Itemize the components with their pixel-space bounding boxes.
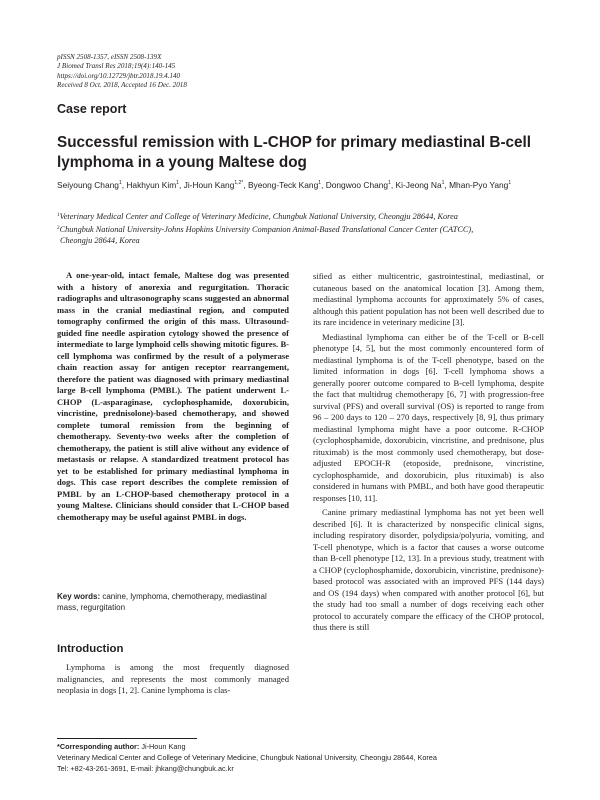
- abstract: A one-year-old, intact female, Maltese dog was presented with a history of anorexia and regurgitation. Thoracic radiographs and ultrasonography scans suggested an abnormal mass in the cranial mediastinal region, and computed tomography confirmed the origin of this mass. Ultrasound-guided fine needle aspiration cytology showed the presence of intermediate to large lymphoid cells showing mitotic figures. B-cell lymphoma was confirmed by the result of a polymerase chain reaction assay for antigen receptor rearrangement, therefore the patient was diagnosed with primary mediastinal large B-cell lymphoma (PMBL). The patient underwent L-CHOP (L-asparaginase, cyclophosphamide, doxorubicin, vincristine, prednisolone)-based chemotherapy, and showed complete tumoral remission from the beginning of chemotherapy. Seventy-two weeks after the completion of chemotherapy, the patient is still alive without any evidence of metastasis or relapse. A standardized treatment protocol has yet to be established for primary mediastinal lymphoma in dogs. This case report describes the complete remission of PMBL by an L-CHOP-based chemotherapy protocol in a young Maltese. Clinicians should consider that L-CHOP based chemotherapy may be useful against PMBL in dogs.: [57, 270, 289, 522]
- corresponding-name: Ji-Houn Kang: [139, 742, 186, 751]
- affiliations: [57, 210, 552, 246]
- author: Hakhyun Kim$^1$,: [126, 180, 184, 190]
- author: Byeong-Teck Kang$^1$,: [247, 180, 326, 190]
- journal-citation: J Biomed Transl Res 2018;19(4):140-145: [57, 62, 176, 71]
- author: Seiyoung Chang$^1$,: [57, 180, 127, 190]
- footnote-divider: [57, 738, 197, 739]
- affiliation-2: $^2$Chungbuk National University-Johns Hopkins University Companion Animal-Based Translational Cancer Center (CATCC),: [57, 224, 474, 234]
- corresponding-contact[interactable]: Tel: +82-43-261-3691, E-mail: jhkang@chungbuk.ac.kr: [57, 763, 234, 773]
- affiliation-1: $^1$Veterinary Medical Center and College of Veterinary Medicine, Chungbuk National University, Cheongju 28644, Korea: [57, 212, 458, 221]
- article-type: Case report: [57, 102, 127, 116]
- journal-metadata: [57, 53, 187, 90]
- author: Ji-Houn Kang$^{1,2*}$,: [183, 180, 248, 190]
- corresponding-address: Veterinary Medical Center and College of Veterinary Medicine, Chungbuk National University, Cheongju 28644, Korea: [57, 752, 437, 762]
- author: Mhan-Pyo Yang$^1$: [449, 180, 512, 190]
- issn: pISSN 2508-1357, eISSN 2508-139X: [57, 53, 162, 61]
- doi-link[interactable]: https://doi.org/10.12729/jbtr.2018.19.4.140: [57, 71, 181, 80]
- author: Dongwoo Chang$^1$,: [325, 180, 396, 190]
- right-column-text: [313, 271, 544, 634]
- corresponding-label: *Corresponding author:: [57, 742, 140, 751]
- affiliation-2-continued: Cheongju 28644, Korea: [60, 235, 140, 245]
- article-title: Successful remission with L-CHOP for primary mediastinal B-cell lymphoma in a young Maltese dog: [57, 134, 532, 171]
- corresponding-author-footnote: [57, 742, 552, 774]
- body-paragraph: Canine primary mediastinal lymphoma has not yet been well described [6]. It is characterized by nonspecific clinical signs, including respiratory disorder, polydipsia/polyuria, vomiting, and T-cell phenotype, which is a factor that causes a worse outcome than B-cell phenotype [12, 13]. In a previous study, treatment with a CHOP (cyclophosphamide, doxorubicin, vincristine, prednisone)-based protocol was associated with an improved PFS (144 days) and OS (194 days) when compared with another protocol [6], but the study had too small a number of dogs receiving each other protocol to accurately compare the efficacy of the CHOP protocol, thus there is still: [313, 507, 544, 632]
- body-paragraph: sified as either multicentric, gastrointestinal, mediastinal, or cutaneous based on the anatomical location [3]. Among them, mediastinal lymphoma accounts for approximately 5% of cases, although this patient population has not been well described due to its rare incidence in veterinary medicine [3].: [313, 271, 544, 327]
- keywords: Key words: canine, lymphoma, chemotherapy, mediastinal mass, regurgitation: [57, 592, 267, 612]
- received-accepted-dates: Received 8 Oct. 2018, Accepted 16 Dec. 2018: [57, 80, 187, 89]
- author: Ki-Jeong Na$^1$,: [395, 180, 450, 190]
- author-list: [57, 180, 547, 190]
- section-heading-introduction: Introduction: [57, 643, 124, 655]
- body-paragraph: Mediastinal lymphoma can either be of the T-cell or B-cell phenotype [4, 5], but the most commonly encountered form of mediastinal lymphoma is of the T-cell phenotype, based on the limited information in dogs [6]. T-cell lymphoma shows a generally poorer outcome compared to B-cell lymphoma, despite the fact that multidrug chemotherapy [6, 7] with progression-free survival (PFS) and overall survival (OS) is reported to range from 96 – 200 days to 120 – 270 days, respectively [8, 9], thus primary mediastinal lymphoma might have a poor outcome. R-CHOP (cyclophosphamide, doxorubicin, vincristine, and prednisone, plus rituximab) is the most commonly used chemotherapy, but dose-adjusted EPOCH-R (etoposide, prednisone, vincristine, cyclophosphamide, and doxorubicin, plus rituximab) is also considered in humans with PMBL, and both have good therapeutic responses [10, 11].: [313, 331, 544, 503]
- introduction-paragraph: Lymphoma is among the most frequently diagnosed malignancies, and represents the most commonly managed neoplasia in dogs [1, 2]. Canine lymphoma is clas-: [57, 662, 289, 695]
